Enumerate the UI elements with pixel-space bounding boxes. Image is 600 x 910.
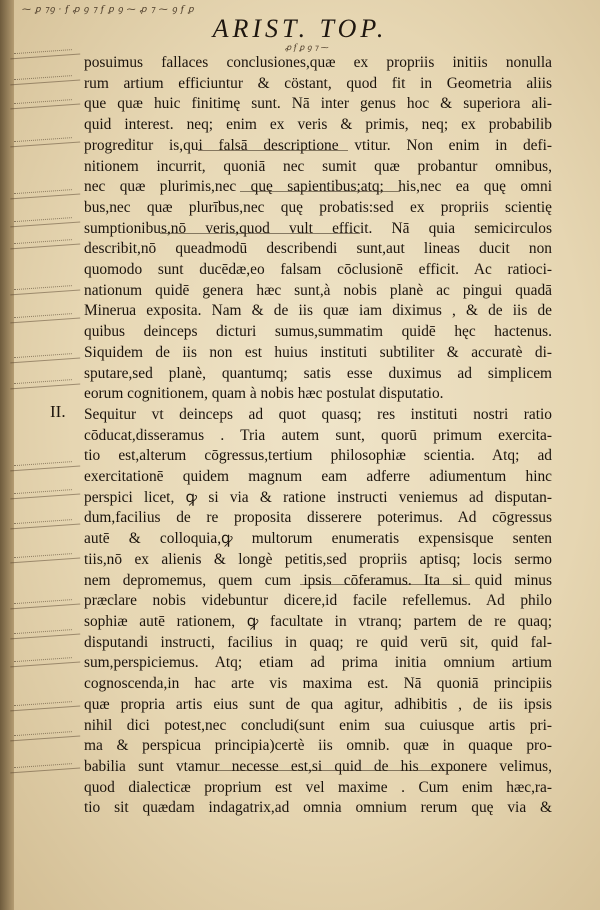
margin-scribble — [10, 134, 80, 148]
margin-scribble — [10, 760, 80, 774]
text-line: posuimus fallaces conclusiones,quæ ex propriis initiis nonulla — [84, 54, 552, 71]
margin-scribble — [10, 654, 80, 668]
margin-scribble — [10, 46, 80, 60]
ink-underline — [160, 233, 360, 234]
text-line: describit,nō queadmodū describendi sunt,aut lineas ducit non — [84, 240, 552, 258]
margin-scribble — [10, 698, 80, 712]
margin-scribble — [10, 186, 80, 200]
section-number: II. — [50, 402, 66, 421]
text-line: Minerua exposita. Nam & de iis quæ iam diximus , & de iis de — [84, 302, 552, 320]
text-line: cognoscenda,in hac arte vis maxima est. Nā quoniā principiis — [84, 675, 552, 693]
text-line: præclare nobis videbuntur dicere,id facile refellemus. Ad philo — [84, 592, 552, 610]
text-line: tio est,alterum cōgressus,tertium philosophiæ scientia. Atq; ad — [84, 447, 552, 465]
text-line: tio sit quædam indagatrix,ad omnia omnium rerum quę via & — [84, 799, 552, 817]
ink-underline — [240, 191, 400, 192]
text-line: nationum quidē genera hæc sunt,à nobis planè ac pingui quadā — [84, 281, 552, 299]
binding-gutter — [0, 0, 14, 910]
header-handwritten-note: ꝓ ẜ ꝑ ꝯ ⁊ ⁓ — [285, 43, 329, 52]
text-line: exercitationē quidem magnum eam adferre adiumentum hinc — [84, 468, 552, 486]
margin-scribble — [10, 486, 80, 500]
text-line: sum,perspiciemus. Atq; etiam ad prima initia omnium artium — [84, 654, 552, 672]
text-line: bus,nec quæ plurībus,nec quę probatis:sed ex propriis scientię — [84, 198, 552, 216]
text-line: dum,facilius de re proposita disserere poterimus. Ad cōgressus — [84, 509, 552, 527]
text-line: Siquidem de iis non est huius instituti subtiliter & accuratè di- — [84, 343, 552, 361]
margin-scribble — [10, 72, 80, 86]
text-line: que quæ huic finitimę sunt. Nā inter genus hoc & superiora ali- — [84, 95, 552, 113]
margin-scribble — [10, 596, 80, 610]
top-handwritten-note: ⁓ ꝑ ⁊ꝯ · ẜ ꝓ ꝯ ⁊ ẜ ꝑ ꝯ ⁓ ꝓ ⁊ ⁓ ꝯ ẜ ꝑ — [22, 5, 195, 15]
text-line: progreditur is,qui falsā descriptione vtitur. Non enim in defi- — [84, 136, 552, 154]
text-line: nec quæ plurimis,nec quę sapientibus;atq; his,nec ea quę omni — [84, 178, 552, 196]
text-line: ma & perspicua principia)certè iis omnib. quæ in quaque pro- — [84, 737, 552, 755]
text-line: disputandi instructi, facilius in quaq; re quid verū sit, quid fal- — [84, 633, 552, 651]
text-line: babilia sunt vtamur necesse est,si quid de his exponere velimus, — [84, 757, 552, 775]
margin-scribble — [10, 376, 80, 390]
text-line: quod dialecticæ proprium est vel maxime . Cum enim hæc,ra- — [84, 778, 552, 796]
margin-scribble — [10, 236, 80, 250]
text-line: nihil dici potest,nec concludi(sunt enim sua cuiusque artis pri- — [84, 716, 552, 734]
text-line: nem depromemus, quem cum ipsis cōferamus. Ita si quid minus — [84, 571, 552, 589]
margin-scribble — [10, 728, 80, 742]
text-line: sophiæ autē rationem, ꝙ facultate in vtranq; partem de re quaq; — [84, 612, 552, 630]
text-line: sumptionibus,nō veris,quod vult efficit. Nā quia semicirculos — [84, 219, 552, 237]
text-line: tiis,nō ex alienis & longè petitis,sed propriis aptisq; locis sermo — [84, 550, 552, 568]
text-line: Sequitur vt deinceps ad quot quasq; res instituti nostri ratio — [84, 405, 552, 423]
margin-scribble — [10, 214, 80, 228]
margin-scribble — [10, 516, 80, 530]
text-line: autē & colloquia,ꝙ multorum enumeratis expensisque senten — [84, 530, 552, 548]
ink-underline — [218, 770, 468, 771]
text-line: sputare,sed planè, quantumq; satis esse duximus ad simplicem — [84, 364, 552, 382]
running-head: ARIST. TOP. — [212, 14, 388, 43]
text-line: eorum cognitionem, quam à nobis hæc postulat disputatio. — [84, 385, 444, 403]
margin-scribble — [10, 350, 80, 364]
text-line: quid interest. neq; enim ex veris & primis, neq; ex probabilib — [84, 116, 552, 134]
text-line: nitionem incurrit, quoniā nec sumit quæ probantur omnibus, — [84, 157, 552, 175]
text-line: quomodo sunt ducēdæ,eo falsam cōclusionē efficit. Ac ratioci- — [84, 261, 552, 279]
text-line: rum artium efficiuntur & cöstant, quod fit in Geometria aliis — [84, 74, 552, 92]
ink-underline — [300, 584, 470, 585]
text-line: quibus deinceps dicturi sumus,summatim quidē hęc hactenus. — [84, 323, 552, 341]
text-line: quæ propria artis eius sunt de qua agitur, adhibitis , de iis ipsis — [84, 695, 552, 713]
text-line: perspici licet, ꝙ si via & ratione instructi veniemus ad disputan- — [84, 488, 552, 506]
margin-scribble — [10, 282, 80, 296]
margin-scribble — [10, 310, 80, 324]
body-text — [84, 53, 552, 819]
text-line: cōducat,disseramus . Tria autem sunt, quorū primum exercita- — [84, 426, 552, 444]
margin-scribble — [10, 550, 80, 564]
ink-underline — [198, 150, 348, 151]
margin-scribble — [10, 96, 80, 110]
margin-scribble — [10, 458, 80, 472]
margin-scribble — [10, 626, 80, 640]
